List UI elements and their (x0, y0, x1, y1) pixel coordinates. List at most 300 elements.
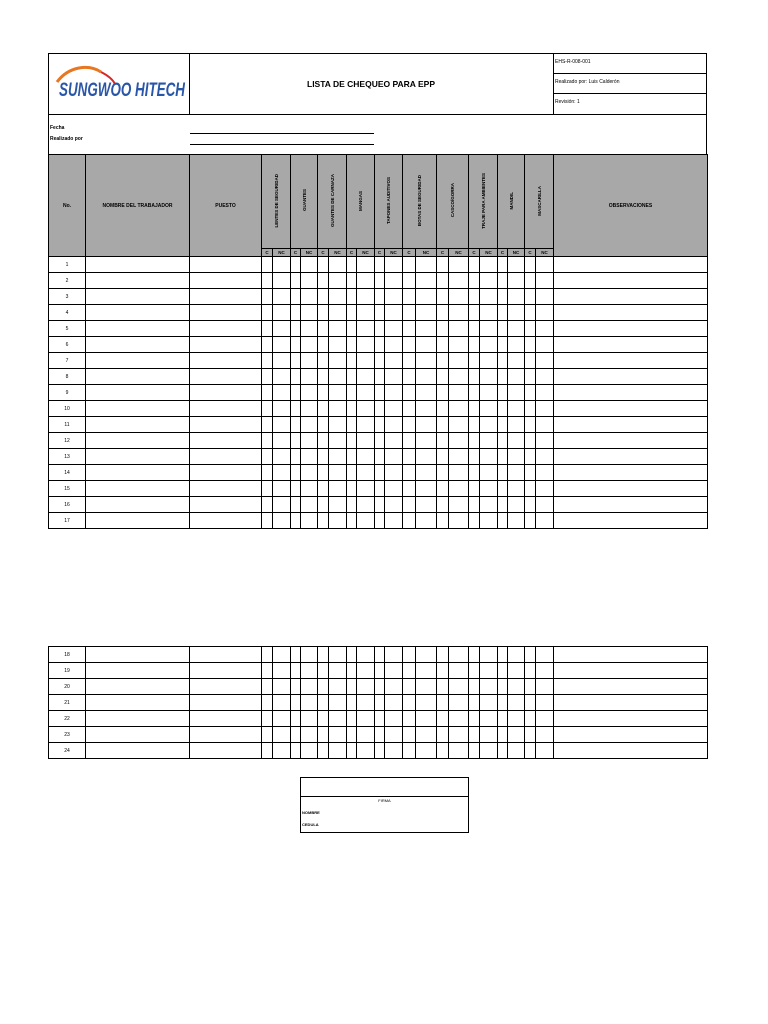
nc-cell[interactable] (273, 449, 291, 465)
nc-cell[interactable] (273, 305, 291, 321)
obs-cell[interactable] (554, 663, 708, 679)
obs-cell[interactable] (554, 711, 708, 727)
nc-cell[interactable] (329, 663, 347, 679)
c-cell[interactable] (262, 497, 273, 513)
nc-cell[interactable] (301, 321, 318, 337)
nc-cell[interactable] (385, 305, 403, 321)
c-cell[interactable] (375, 433, 385, 449)
nc-cell[interactable] (385, 679, 403, 695)
c-cell[interactable] (291, 257, 301, 273)
c-cell[interactable] (347, 711, 357, 727)
c-cell[interactable] (469, 711, 480, 727)
nc-cell[interactable] (385, 385, 403, 401)
nc-cell[interactable] (357, 385, 375, 401)
nc-cell[interactable] (273, 433, 291, 449)
c-cell[interactable] (403, 695, 416, 711)
puesto-cell[interactable] (190, 679, 262, 695)
nc-cell[interactable] (449, 663, 469, 679)
obs-cell[interactable] (554, 369, 708, 385)
c-cell[interactable] (347, 465, 357, 481)
c-cell[interactable] (469, 353, 480, 369)
c-cell[interactable] (469, 289, 480, 305)
c-cell[interactable] (525, 305, 536, 321)
c-cell[interactable] (498, 417, 508, 433)
nc-cell[interactable] (273, 465, 291, 481)
c-cell[interactable] (262, 353, 273, 369)
c-cell[interactable] (375, 401, 385, 417)
nc-cell[interactable] (357, 273, 375, 289)
c-cell[interactable] (498, 401, 508, 417)
nc-cell[interactable] (329, 321, 347, 337)
c-cell[interactable] (498, 679, 508, 695)
c-cell[interactable] (469, 497, 480, 513)
nc-cell[interactable] (385, 273, 403, 289)
nc-cell[interactable] (536, 385, 554, 401)
nc-cell[interactable] (273, 743, 291, 759)
nc-cell[interactable] (416, 695, 437, 711)
c-cell[interactable] (262, 679, 273, 695)
nc-cell[interactable] (357, 401, 375, 417)
nc-cell[interactable] (508, 257, 525, 273)
c-cell[interactable] (262, 369, 273, 385)
nc-cell[interactable] (449, 401, 469, 417)
c-cell[interactable] (403, 401, 416, 417)
obs-cell[interactable] (554, 465, 708, 481)
c-cell[interactable] (437, 663, 449, 679)
nc-cell[interactable] (508, 695, 525, 711)
nc-cell[interactable] (385, 481, 403, 497)
c-cell[interactable] (498, 337, 508, 353)
nc-cell[interactable] (536, 321, 554, 337)
nc-cell[interactable] (301, 743, 318, 759)
c-cell[interactable] (291, 433, 301, 449)
c-cell[interactable] (318, 679, 329, 695)
c-cell[interactable] (375, 417, 385, 433)
obs-cell[interactable] (554, 289, 708, 305)
nc-cell[interactable] (508, 513, 525, 529)
nc-cell[interactable] (508, 449, 525, 465)
c-cell[interactable] (525, 257, 536, 273)
nc-cell[interactable] (508, 727, 525, 743)
c-cell[interactable] (469, 679, 480, 695)
nc-cell[interactable] (480, 353, 498, 369)
c-cell[interactable] (262, 695, 273, 711)
nc-cell[interactable] (329, 417, 347, 433)
name-cell[interactable] (86, 417, 190, 433)
nc-cell[interactable] (449, 273, 469, 289)
c-cell[interactable] (469, 385, 480, 401)
c-cell[interactable] (498, 711, 508, 727)
c-cell[interactable] (375, 497, 385, 513)
nc-cell[interactable] (480, 305, 498, 321)
nc-cell[interactable] (480, 663, 498, 679)
nc-cell[interactable] (536, 695, 554, 711)
nc-cell[interactable] (508, 433, 525, 449)
c-cell[interactable] (262, 663, 273, 679)
c-cell[interactable] (318, 321, 329, 337)
c-cell[interactable] (375, 679, 385, 695)
nc-cell[interactable] (416, 337, 437, 353)
c-cell[interactable] (498, 273, 508, 289)
c-cell[interactable] (403, 353, 416, 369)
nc-cell[interactable] (273, 353, 291, 369)
nc-cell[interactable] (480, 465, 498, 481)
nc-cell[interactable] (449, 257, 469, 273)
c-cell[interactable] (437, 305, 449, 321)
nc-cell[interactable] (536, 369, 554, 385)
c-cell[interactable] (437, 369, 449, 385)
c-cell[interactable] (262, 481, 273, 497)
c-cell[interactable] (347, 417, 357, 433)
c-cell[interactable] (403, 465, 416, 481)
nc-cell[interactable] (385, 465, 403, 481)
nc-cell[interactable] (508, 679, 525, 695)
nc-cell[interactable] (416, 465, 437, 481)
c-cell[interactable] (525, 433, 536, 449)
c-cell[interactable] (291, 743, 301, 759)
c-cell[interactable] (403, 369, 416, 385)
c-cell[interactable] (262, 449, 273, 465)
nc-cell[interactable] (416, 321, 437, 337)
c-cell[interactable] (403, 647, 416, 663)
c-cell[interactable] (469, 433, 480, 449)
c-cell[interactable] (291, 711, 301, 727)
c-cell[interactable] (469, 449, 480, 465)
c-cell[interactable] (347, 305, 357, 321)
nc-cell[interactable] (449, 449, 469, 465)
name-cell[interactable] (86, 321, 190, 337)
c-cell[interactable] (469, 305, 480, 321)
c-cell[interactable] (347, 663, 357, 679)
c-cell[interactable] (437, 385, 449, 401)
c-cell[interactable] (291, 273, 301, 289)
c-cell[interactable] (347, 369, 357, 385)
c-cell[interactable] (498, 513, 508, 529)
nc-cell[interactable] (480, 647, 498, 663)
c-cell[interactable] (469, 401, 480, 417)
c-cell[interactable] (469, 337, 480, 353)
nc-cell[interactable] (536, 257, 554, 273)
c-cell[interactable] (262, 305, 273, 321)
c-cell[interactable] (318, 289, 329, 305)
nc-cell[interactable] (273, 401, 291, 417)
c-cell[interactable] (318, 433, 329, 449)
obs-cell[interactable] (554, 695, 708, 711)
c-cell[interactable] (262, 647, 273, 663)
nc-cell[interactable] (449, 711, 469, 727)
nc-cell[interactable] (416, 663, 437, 679)
nc-cell[interactable] (449, 497, 469, 513)
nc-cell[interactable] (301, 433, 318, 449)
c-cell[interactable] (525, 711, 536, 727)
nc-cell[interactable] (301, 497, 318, 513)
c-cell[interactable] (347, 289, 357, 305)
c-cell[interactable] (469, 257, 480, 273)
nc-cell[interactable] (357, 695, 375, 711)
c-cell[interactable] (262, 743, 273, 759)
c-cell[interactable] (318, 257, 329, 273)
obs-cell[interactable] (554, 647, 708, 663)
c-cell[interactable] (498, 369, 508, 385)
c-cell[interactable] (318, 449, 329, 465)
c-cell[interactable] (403, 273, 416, 289)
nc-cell[interactable] (301, 401, 318, 417)
nc-cell[interactable] (508, 743, 525, 759)
nc-cell[interactable] (385, 401, 403, 417)
c-cell[interactable] (525, 465, 536, 481)
c-cell[interactable] (375, 385, 385, 401)
c-cell[interactable] (403, 385, 416, 401)
c-cell[interactable] (498, 289, 508, 305)
nc-cell[interactable] (416, 273, 437, 289)
nc-cell[interactable] (449, 433, 469, 449)
puesto-cell[interactable] (190, 305, 262, 321)
nc-cell[interactable] (301, 727, 318, 743)
nc-cell[interactable] (480, 289, 498, 305)
puesto-cell[interactable] (190, 497, 262, 513)
obs-cell[interactable] (554, 385, 708, 401)
c-cell[interactable] (437, 337, 449, 353)
nc-cell[interactable] (508, 481, 525, 497)
nc-cell[interactable] (536, 743, 554, 759)
nc-cell[interactable] (508, 497, 525, 513)
c-cell[interactable] (403, 727, 416, 743)
c-cell[interactable] (291, 353, 301, 369)
c-cell[interactable] (347, 401, 357, 417)
nc-cell[interactable] (449, 337, 469, 353)
c-cell[interactable] (291, 695, 301, 711)
c-cell[interactable] (375, 727, 385, 743)
nc-cell[interactable] (273, 513, 291, 529)
c-cell[interactable] (347, 337, 357, 353)
nc-cell[interactable] (357, 711, 375, 727)
nc-cell[interactable] (329, 449, 347, 465)
name-cell[interactable] (86, 727, 190, 743)
c-cell[interactable] (262, 273, 273, 289)
nc-cell[interactable] (329, 257, 347, 273)
c-cell[interactable] (403, 449, 416, 465)
c-cell[interactable] (318, 401, 329, 417)
nc-cell[interactable] (301, 647, 318, 663)
c-cell[interactable] (525, 513, 536, 529)
nc-cell[interactable] (449, 481, 469, 497)
nc-cell[interactable] (416, 385, 437, 401)
c-cell[interactable] (291, 727, 301, 743)
c-cell[interactable] (347, 385, 357, 401)
nc-cell[interactable] (329, 679, 347, 695)
c-cell[interactable] (469, 369, 480, 385)
nc-cell[interactable] (508, 305, 525, 321)
nc-cell[interactable] (449, 513, 469, 529)
c-cell[interactable] (347, 727, 357, 743)
nc-cell[interactable] (329, 481, 347, 497)
c-cell[interactable] (375, 305, 385, 321)
nc-cell[interactable] (301, 289, 318, 305)
c-cell[interactable] (525, 401, 536, 417)
nc-cell[interactable] (357, 465, 375, 481)
nc-cell[interactable] (416, 743, 437, 759)
nc-cell[interactable] (301, 695, 318, 711)
c-cell[interactable] (437, 695, 449, 711)
c-cell[interactable] (498, 663, 508, 679)
puesto-cell[interactable] (190, 465, 262, 481)
name-cell[interactable] (86, 513, 190, 529)
nc-cell[interactable] (480, 481, 498, 497)
c-cell[interactable] (498, 481, 508, 497)
nc-cell[interactable] (357, 449, 375, 465)
nc-cell[interactable] (416, 647, 437, 663)
nc-cell[interactable] (385, 727, 403, 743)
nc-cell[interactable] (385, 417, 403, 433)
nc-cell[interactable] (301, 465, 318, 481)
c-cell[interactable] (262, 257, 273, 273)
nc-cell[interactable] (385, 449, 403, 465)
name-cell[interactable] (86, 465, 190, 481)
obs-cell[interactable] (554, 679, 708, 695)
nc-cell[interactable] (329, 305, 347, 321)
nc-cell[interactable] (536, 273, 554, 289)
c-cell[interactable] (498, 695, 508, 711)
nc-cell[interactable] (508, 711, 525, 727)
c-cell[interactable] (498, 465, 508, 481)
c-cell[interactable] (291, 647, 301, 663)
c-cell[interactable] (437, 273, 449, 289)
nc-cell[interactable] (480, 417, 498, 433)
c-cell[interactable] (291, 337, 301, 353)
nc-cell[interactable] (416, 433, 437, 449)
nc-cell[interactable] (385, 289, 403, 305)
nc-cell[interactable] (273, 257, 291, 273)
nc-cell[interactable] (273, 695, 291, 711)
nc-cell[interactable] (273, 481, 291, 497)
puesto-cell[interactable] (190, 513, 262, 529)
c-cell[interactable] (469, 465, 480, 481)
nc-cell[interactable] (508, 663, 525, 679)
c-cell[interactable] (498, 449, 508, 465)
c-cell[interactable] (318, 513, 329, 529)
name-cell[interactable] (86, 273, 190, 289)
c-cell[interactable] (498, 321, 508, 337)
c-cell[interactable] (291, 449, 301, 465)
nc-cell[interactable] (480, 401, 498, 417)
c-cell[interactable] (347, 497, 357, 513)
c-cell[interactable] (262, 417, 273, 433)
c-cell[interactable] (318, 695, 329, 711)
c-cell[interactable] (291, 305, 301, 321)
c-cell[interactable] (347, 449, 357, 465)
nc-cell[interactable] (480, 743, 498, 759)
nc-cell[interactable] (536, 401, 554, 417)
nc-cell[interactable] (449, 289, 469, 305)
c-cell[interactable] (375, 695, 385, 711)
c-cell[interactable] (437, 513, 449, 529)
c-cell[interactable] (262, 433, 273, 449)
nc-cell[interactable] (480, 257, 498, 273)
c-cell[interactable] (375, 449, 385, 465)
c-cell[interactable] (347, 679, 357, 695)
nc-cell[interactable] (416, 289, 437, 305)
nc-cell[interactable] (357, 481, 375, 497)
c-cell[interactable] (469, 695, 480, 711)
c-cell[interactable] (525, 353, 536, 369)
c-cell[interactable] (403, 257, 416, 273)
obs-cell[interactable] (554, 497, 708, 513)
nc-cell[interactable] (508, 353, 525, 369)
name-cell[interactable] (86, 337, 190, 353)
puesto-cell[interactable] (190, 273, 262, 289)
c-cell[interactable] (262, 401, 273, 417)
nc-cell[interactable] (357, 369, 375, 385)
nc-cell[interactable] (508, 417, 525, 433)
c-cell[interactable] (291, 679, 301, 695)
c-cell[interactable] (469, 481, 480, 497)
nc-cell[interactable] (273, 727, 291, 743)
puesto-cell[interactable] (190, 743, 262, 759)
puesto-cell[interactable] (190, 647, 262, 663)
c-cell[interactable] (318, 663, 329, 679)
puesto-cell[interactable] (190, 481, 262, 497)
c-cell[interactable] (375, 273, 385, 289)
name-cell[interactable] (86, 743, 190, 759)
nc-cell[interactable] (357, 743, 375, 759)
c-cell[interactable] (498, 385, 508, 401)
nc-cell[interactable] (301, 679, 318, 695)
c-cell[interactable] (437, 433, 449, 449)
c-cell[interactable] (291, 663, 301, 679)
nc-cell[interactable] (416, 711, 437, 727)
fecha-field[interactable] (190, 133, 374, 134)
c-cell[interactable] (347, 433, 357, 449)
nc-cell[interactable] (416, 497, 437, 513)
nc-cell[interactable] (480, 497, 498, 513)
c-cell[interactable] (318, 743, 329, 759)
c-cell[interactable] (347, 513, 357, 529)
nc-cell[interactable] (449, 647, 469, 663)
nc-cell[interactable] (416, 727, 437, 743)
c-cell[interactable] (437, 289, 449, 305)
nc-cell[interactable] (301, 273, 318, 289)
puesto-cell[interactable] (190, 257, 262, 273)
nc-cell[interactable] (480, 513, 498, 529)
nc-cell[interactable] (273, 417, 291, 433)
nc-cell[interactable] (536, 663, 554, 679)
c-cell[interactable] (469, 663, 480, 679)
c-cell[interactable] (525, 449, 536, 465)
nc-cell[interactable] (273, 273, 291, 289)
c-cell[interactable] (525, 497, 536, 513)
obs-cell[interactable] (554, 513, 708, 529)
puesto-cell[interactable] (190, 385, 262, 401)
nc-cell[interactable] (273, 711, 291, 727)
c-cell[interactable] (498, 305, 508, 321)
c-cell[interactable] (318, 711, 329, 727)
nc-cell[interactable] (273, 497, 291, 513)
c-cell[interactable] (375, 743, 385, 759)
c-cell[interactable] (403, 497, 416, 513)
name-cell[interactable] (86, 433, 190, 449)
nc-cell[interactable] (329, 743, 347, 759)
nc-cell[interactable] (385, 321, 403, 337)
c-cell[interactable] (469, 273, 480, 289)
c-cell[interactable] (437, 497, 449, 513)
c-cell[interactable] (262, 465, 273, 481)
c-cell[interactable] (375, 257, 385, 273)
nc-cell[interactable] (329, 433, 347, 449)
c-cell[interactable] (403, 417, 416, 433)
c-cell[interactable] (498, 727, 508, 743)
c-cell[interactable] (437, 481, 449, 497)
nc-cell[interactable] (385, 695, 403, 711)
